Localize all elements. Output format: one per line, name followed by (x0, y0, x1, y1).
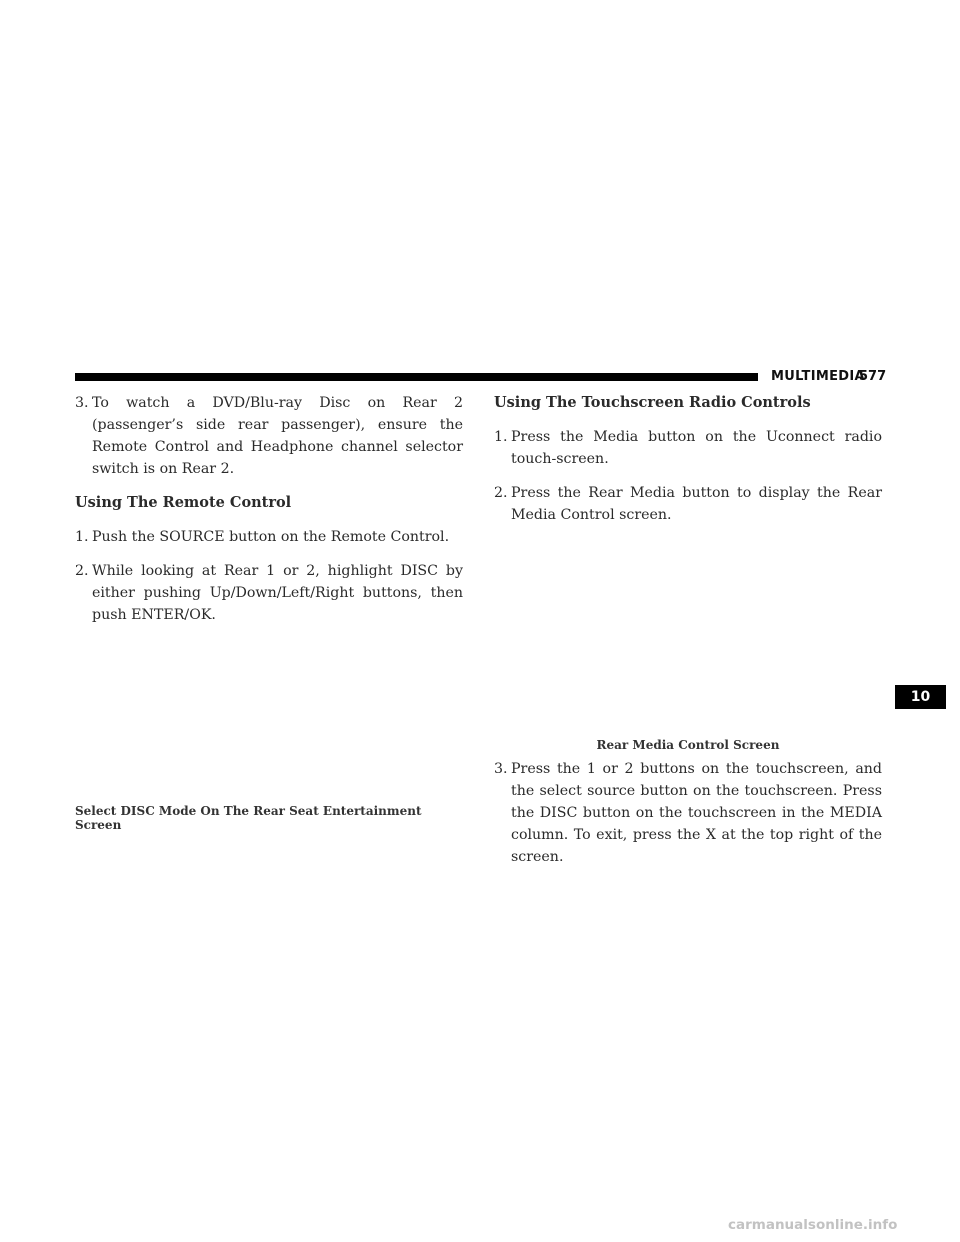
watermark: carmanualsonline.info (728, 1217, 898, 1233)
right-column (494, 392, 882, 532)
left-column (75, 392, 463, 632)
list-item (75, 526, 463, 548)
section-heading: Using The Touchscreen Radio Controls (494, 394, 811, 411)
section-title: MULTIMEDIA (771, 369, 865, 384)
figure-caption: Select DISC Mode On The Rear Seat Entertainment Screen (75, 804, 422, 832)
section-heading: Using The Remote Control (75, 494, 292, 511)
chapter-tab: 10 (895, 685, 946, 709)
step-number: 3. (75, 395, 89, 411)
step-text: Push the SOURCE button on the Remote Control. (92, 529, 450, 545)
list-item (75, 560, 463, 626)
figure-caption: Rear Media Control Screen (596, 738, 780, 752)
step-number: 2. (75, 563, 89, 579)
list-item (494, 482, 882, 526)
list-item (75, 392, 463, 480)
step-text: Press the 1 or 2 buttons on the touchscreen, and the select source button on the touchscreen. Press the DISC button on the touchscreen in the MEDIA column. To exit, press the X at the top right of the screen. (511, 761, 882, 865)
step-text: While looking at Rear 1 or 2, highlight DISC by either pushing Up/Down/Left/Right buttons, then push ENTER/OK. (92, 563, 463, 623)
page-number: 577 (859, 369, 887, 384)
step-number: 1. (494, 429, 508, 445)
step-text: To watch a DVD/Blu-ray Disc on Rear 2 (passenger’s side rear passenger), ensure the Remote Control and Headphone channel selector switch is on Rear 2. (92, 395, 463, 477)
list-item (494, 758, 882, 868)
step-number: 3. (494, 761, 508, 777)
list-item (494, 426, 882, 470)
header-rule (75, 373, 758, 381)
step-text: Press the Rear Media button to display the Rear Media Control screen. (511, 485, 882, 523)
step-number: 1. (75, 529, 89, 545)
step-text: Press the Media button on the Uconnect radio touch-screen. (511, 429, 882, 467)
step-number: 2. (494, 485, 508, 501)
